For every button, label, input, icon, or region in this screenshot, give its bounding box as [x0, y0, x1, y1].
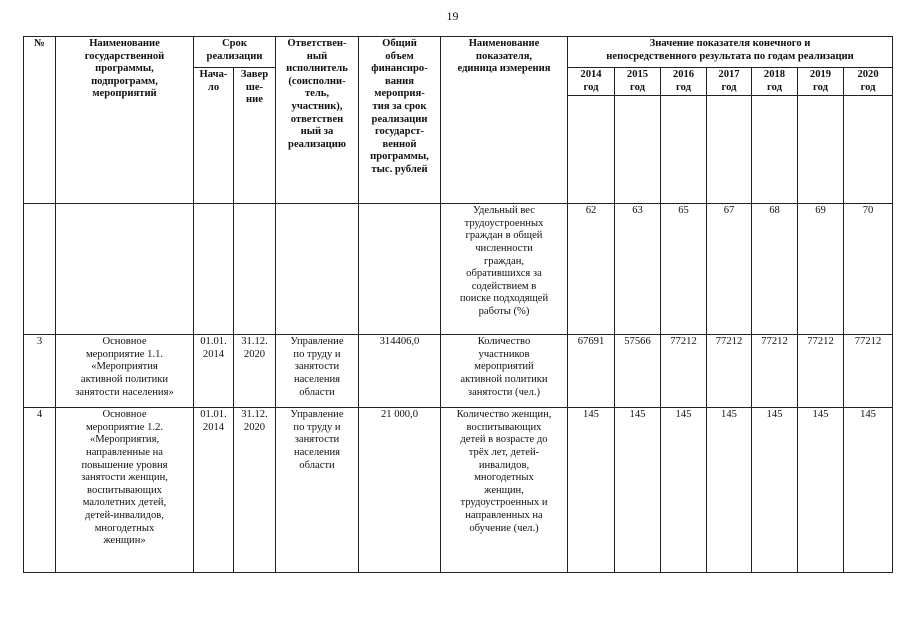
cell-responsible: Управление по труду и занятости населения области [276, 408, 359, 573]
cell-value: 69 [798, 204, 844, 335]
cell-value: 145 [752, 408, 798, 573]
cell-number: 3 [24, 335, 56, 408]
cell-end [234, 204, 276, 335]
cell-value: 63 [615, 204, 661, 335]
cell-program-name: Основное мероприятие 1.1. «Мероприятия активной политики занятости населения» [56, 335, 194, 408]
page-number: 19 [446, 9, 459, 23]
table-row [24, 335, 893, 408]
cell-program-name [56, 204, 194, 335]
cell-start: 01.01. 2014 [194, 335, 234, 408]
header-year: 2014 год [568, 68, 615, 96]
header-year: 2016 год [661, 68, 707, 96]
cell-indicator: Удельный вес трудоустроенных граждан в общей численности граждан, обратившихся за содействием в поиске подходящей работы (%) [441, 204, 568, 335]
header-year: 2019 год [798, 68, 844, 96]
cell-number [24, 204, 56, 335]
cell-responsible: Управление по труду и занятости населения области [276, 335, 359, 408]
header-end: Завер ше- ние [234, 68, 276, 204]
header-funding: Общий объем финансиро- вания мероприя- тия за срок реализации государст- венной программы, тыс. рублей [359, 37, 441, 204]
cell-funding [359, 204, 441, 335]
header-year: 2015 год [615, 68, 661, 96]
header-period: Срок реализации [194, 37, 276, 68]
header-number: № [24, 37, 56, 204]
header-year: 2017 год [707, 68, 752, 96]
cell-value: 57566 [615, 335, 661, 408]
cell-start: 01.01. 2014 [194, 408, 234, 573]
cell-funding: 314406,0 [359, 335, 441, 408]
cell-value: 70 [844, 204, 893, 335]
cell-indicator: Количество женщин, воспитывающих детей в возрасте до трёх лет, детей- инвалидов, многодетных женщин, трудоустроенных и направленных на обучение (чел.) [441, 408, 568, 573]
header-year: 2018 год [752, 68, 798, 96]
cell-responsible [276, 204, 359, 335]
cell-value: 145 [707, 408, 752, 573]
program-table [23, 36, 893, 573]
cell-funding: 21 000,0 [359, 408, 441, 573]
header-responsible: Ответствен- ный исполнитель (соисполни- тель, участник), ответствен ный за реализацию [276, 37, 359, 204]
header-indicator: Наименование показателя, единица измерения [441, 37, 568, 204]
header-start: Нача- ло [194, 68, 234, 204]
cell-value: 145 [798, 408, 844, 573]
table-row [24, 408, 893, 573]
header-program-name: Наименование государственной программы, подпрограмм, мероприятий [56, 37, 194, 204]
cell-value: 145 [661, 408, 707, 573]
cell-number: 4 [24, 408, 56, 573]
cell-value: 77212 [798, 335, 844, 408]
cell-end: 31.12. 2020 [234, 408, 276, 573]
cell-value: 77212 [844, 335, 893, 408]
cell-value: 77212 [661, 335, 707, 408]
header-values-group: Значение показателя конечного и непосредственного результата по годам реализации [568, 37, 893, 68]
table-row [24, 204, 893, 335]
cell-value: 145 [615, 408, 661, 573]
cell-value: 145 [844, 408, 893, 573]
cell-value: 67 [707, 204, 752, 335]
cell-value: 62 [568, 204, 615, 335]
cell-value: 145 [568, 408, 615, 573]
cell-end: 31.12. 2020 [234, 335, 276, 408]
cell-value: 77212 [752, 335, 798, 408]
cell-value: 68 [752, 204, 798, 335]
cell-program-name: Основное мероприятие 1.2. «Мероприятия, направленные на повышение уровня занятости женщин, воспитывающих малолетних детей, детей-инвалидов, многодетных женщин» [56, 408, 194, 573]
cell-value: 67691 [568, 335, 615, 408]
cell-value: 77212 [707, 335, 752, 408]
cell-indicator: Количество участников мероприятий активной политики занятости (чел.) [441, 335, 568, 408]
header-year: 2020 год [844, 68, 893, 96]
table-header [24, 37, 893, 204]
cell-start [194, 204, 234, 335]
cell-value: 65 [661, 204, 707, 335]
